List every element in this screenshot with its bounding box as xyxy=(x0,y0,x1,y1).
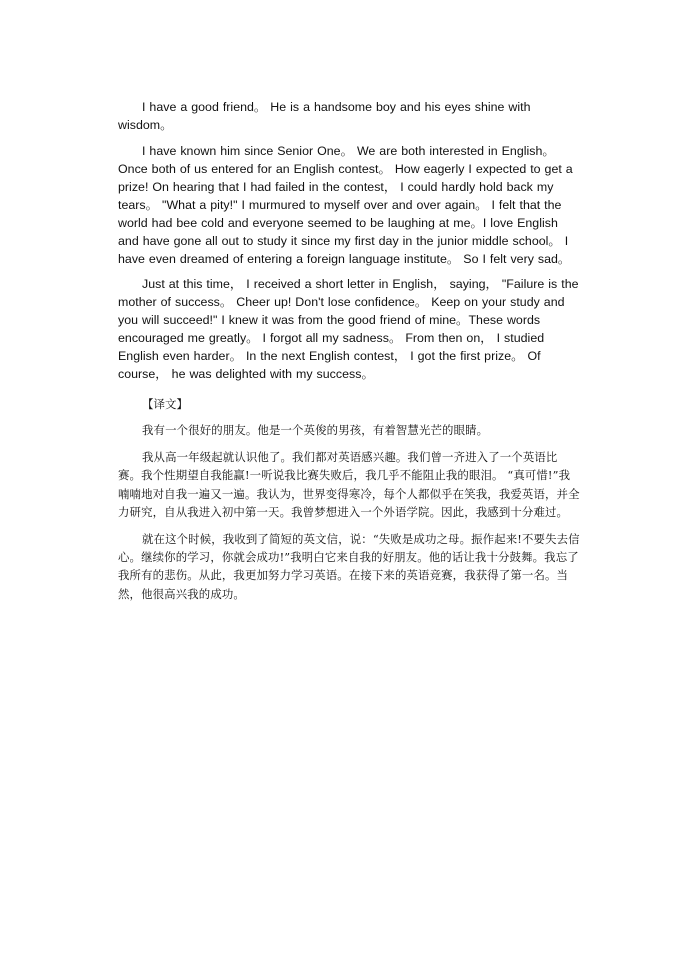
english-text xyxy=(118,98,580,383)
chinese-paragraph-3: 就在这个时候，我收到了简短的英文信，说：“失败是成功之母。振作起来!不要失去信心。继续你的学习，你就会成功!”我明白它来自我的好朋友。他的话让我十分鼓舞。我忘了我所有的悲伤。从此，我更加努力学习英语。在接下来的英语竞赛，我获得了第一名。当然，他很高兴我的成功。 xyxy=(118,532,580,601)
chinese-translation xyxy=(118,421,580,603)
english-paragraph-3: Just at this time， I received a short letter in English， saying， "Failure is the mother of success。 Cheer up! Don't lose confidence。 Keep on your study and you will succeed!" I knew it was from the good friend of mine。These words encouraged me greatly。 I forgot all my sadness。 From then on， I studied English even harder。 In the next English contest， I got the first prize。 Of course， he was delighted with my success。 xyxy=(118,277,579,381)
english-paragraph-1: I have a good friend。 He is a handsome boy and his eyes shine with wisdom。 xyxy=(118,100,531,132)
document-page xyxy=(118,98,580,612)
chinese-paragraph-1: 我有一个很好的朋友。他是一个英俊的男孩，有着智慧光芒的眼睛。 xyxy=(142,423,489,437)
translation-heading: 【译文】 xyxy=(142,397,188,411)
english-paragraph-2: I have known him since Senior One。 We are both interested in English。 Once both of us entered for an English contest。 How eagerly I expected to get a prize! On hearing that I had failed in the contest， I could hardly hold back my tears。 "What a pity!" I murmured to myself over and over again。 I felt that the world had bee cold and everyone seemed to be laughing at me。I love English and have gone all out to study it since my first day in the junior middle school。 I have even dreamed of entering a foreign language institute。 So I felt very sad。 xyxy=(118,143,573,266)
chinese-paragraph-2: 我从高一年级起就认识他了。我们都对英语感兴趣。我们曾一齐进入了一个英语比赛。我个性期望自我能赢!一听说我比赛失败后，我几乎不能阻止我的眼泪。 “真可惜!”我喃喃地对自我一遍又一遍。我认为，世界变得寒冷，每个人都似乎在笑我，我爱英语，并全力研究，自从我进入初中第一天。我曾梦想进入一个外语学院。因此，我感到十分难过。 xyxy=(118,450,580,519)
